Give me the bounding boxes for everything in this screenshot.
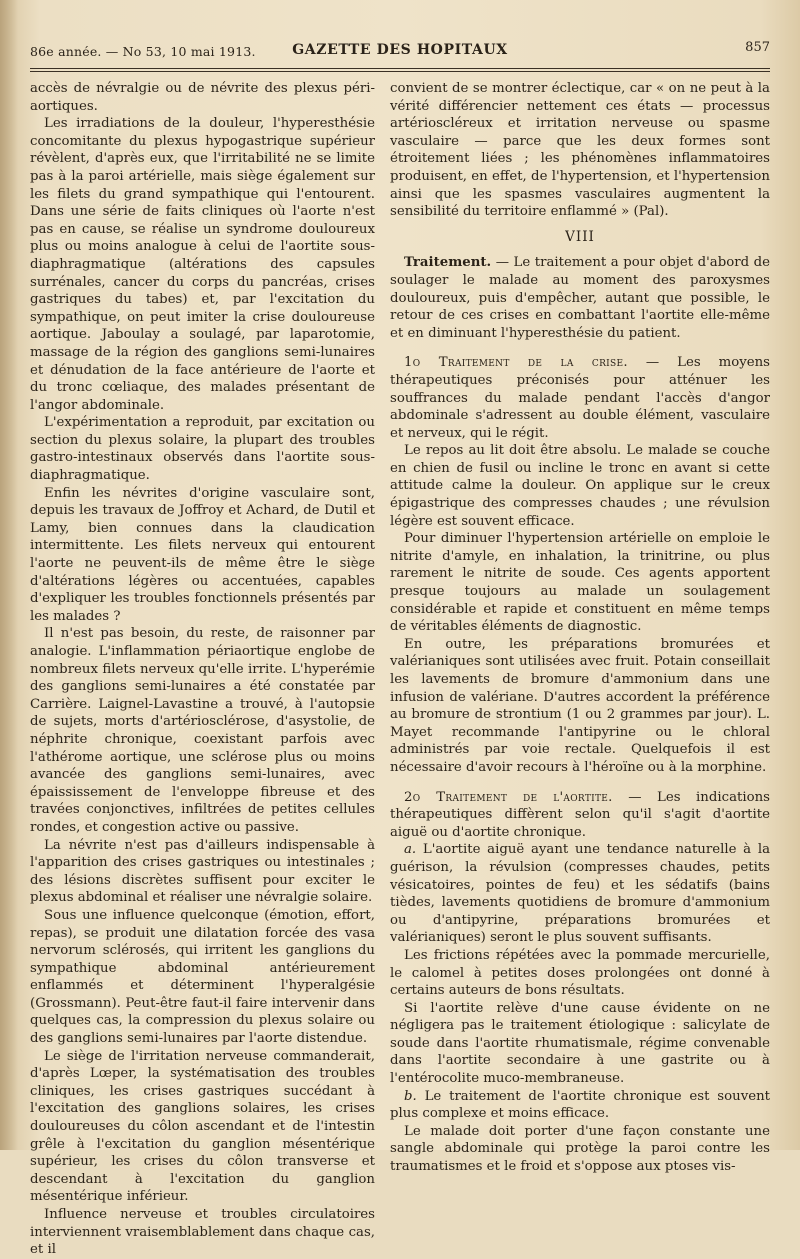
subsection-2: 2o Traitement de l'aortite. — Les indications thérapeutiques diffèrent selon qu'il s'agit d'aortite aiguë ou d'aortite chronique. (390, 789, 770, 840)
journal-title: GAZETTE DES HOPITAUX (292, 42, 508, 58)
left-column (30, 80, 375, 1259)
paragraph: La névrite n'est pas d'ailleurs indispensable à l'apparition des crises gastriques ou intestinales ; des lésions discrètes suffisent pour exciter le plexus abdominal et réaliser une névralgie solaire. (30, 837, 375, 906)
paragraph: Le malade doit porter d'une façon constante une sangle abdominale qui protège la paroi contre les traumatismes et le froid et s'oppose aux ptoses vis- (390, 1123, 770, 1175)
binding-shadow (0, 0, 18, 1150)
header-rule-top (30, 68, 770, 69)
item-label: b. (404, 1088, 417, 1104)
subsection-heading: 2o Traitement de l'aortite. (404, 789, 613, 805)
issue-info: 86e année. — No 53, 10 mai 1913. (30, 44, 256, 59)
paragraph: Les frictions répétées avec la pommade mercurielle, le calomel à petites doses prolongées ont donné à certains auteurs de bons résultats. (390, 947, 770, 999)
paragraph: Pour diminuer l'hypertension artérielle on emploie le nitrite d'amyle, en inhalation, la trinitrine, ou plus rarement le nitrite de soude. Ces agents apportent presque toujours au malade un soulagement considérable et rapide et constituent en même temps de véritables éléments de diagnostic. (390, 531, 770, 635)
paragraph: b. Le traitement de l'aortite chronique est souvent plus complexe et moins efficace. (390, 1088, 770, 1122)
paragraph: Le repos au lit doit être absolu. Le malade se couche en chien de fusil ou incline le tronc en avant si cette attitude calme la douleur. On applique sur le creux épigastrique des compresses chaudes ; une révulsion légère est souvent efficace. (390, 443, 770, 529)
paragraph: En outre, les préparations bromurées et valérianiques sont utilisées avec fruit. Potain conseillait les lavements de bromure d'ammonium dans une infusion de valériane. D'autres accordent la préférence au bromure de strontium (1 ou 2 grammes par jour). L. Mayet recommande l'antipyrine ou le chloral administrés par voie rectale. Quelquefois il est nécessaire d'avoir recours à l'héroïne ou à la morphine. (390, 636, 770, 775)
paragraph: Les irradiations de la douleur, l'hyperesthésie concomitante du plexus hypogastrique supérieur révèlent, d'après eux, que l'irritabilité ne se limite pas à la paroi artérielle, mais siège également sur les filets du grand sympathique qui l'entourent. Dans une série de faits cliniques où l'aorte n'est pas en cause, se réalise un syndrome douloureux plus ou moins analogue à celui de l'aortite sous-diaphragmatique (altérations des capsules surrénales, cancer du corps du pancréas, crises gastriques du tabes) et, par l'excitation du sympathique, on peut imiter la crise douloureuse aortique. Jaboulay a soulagé, par laparotomie, massage de la région des ganglions semi-lunaires et dénudation de la face antérieure de l'aorte et du tronc cœliaque, des malades présentant de l'angor abdominale. (30, 116, 375, 413)
paragraph: a. L'aortite aiguë ayant une tendance naturelle à la guérison, la révulsion (compresses chaudes, petits vésicatoires, pointes de feu) et les sédatifs (bains tièdes, lavements quotidiens de bromure d'ammonium ou d'antipyrine, préparations bromurées et valérianiques) seront le plus souvent suffisants. (390, 842, 770, 946)
paragraph: Sous une influence quelconque (émotion, effort, repas), se produit une dilatation forcée des vasa nervorum sclérosés, qui irritent les ganglions du sympathique abdominal antérieurement enflammés et déterminent l'hyperalgésie (Grossmann). Peut-être faut-il faire intervenir dans quelques cas, la compression du plexus solaire ou des ganglions semi-lunaires par l'aorte distendue. (30, 907, 375, 1047)
paragraph: Il n'est pas besoin, du reste, de raisonner par analogie. L'inflammation périaortique englobe de nombreux filets nerveux qu'elle irrite. L'hyperémie des ganglions semi-lunaires a été constatée par Carrière. Laignel-Lavastine a trouvé, à l'autopsie de sujets, morts d'artériosclérose, d'asystolie, de néphrite chronique, coexistant parfois avec l'athérome aortique, une sclérose plus ou moins avancée des ganglions semi-lunaires, avec épaississement de l'enveloppe fibreuse et des travées conjonctives, infiltrées de petites cellules rondes, et congestion active ou passive. (30, 626, 375, 835)
paragraph: convient de se montrer éclectique, car « on ne peut à la vérité différencier nettement ces états — processus artérioscléreux et irritation nerveuse ou spasme vasculaire — parce que les deux formes sont étroitement liées ; les phénomènes inflammatoires produisent, en effet, de l'hypertension, et l'hypertension ainsi que les spasmes vasculaires augmentent la sensibilité du territoire enflammé » (Pal). (390, 81, 770, 220)
paragraph: Influence nerveuse et troubles circulatoires interviennent vraisemblablement dans chaque cas, et il (30, 1207, 375, 1258)
section-number: VIII (565, 228, 595, 245)
traitement-paragraph: Traitement. — Le traitement a pour objet d'abord de soulager le malade au moment des paroxysmes douloureux, puis d'empêcher, autant que possible, le retour de ces crises en combattant l'aortite elle-même et en diminuant l'hyperesthésie du patient. (390, 255, 770, 341)
spacer (390, 342, 770, 354)
paragraph: L'expérimentation a reproduit, par excitation ou section du plexus solaire, la plupart des troubles gastro-intestinaux observés dans l'aortite sous-diaphragmatique. (30, 415, 375, 484)
paragraph: Enfin les névrites d'origine vasculaire sont, depuis les travaux de Joffroy et Achard, de Dutil et Lamy, bien connues dans la claudication intermittente. Les filets nerveux qui entourent l'aorte ne peuvent-ils de même être le siège d'altérations légères ou accentuées, capables d'expliquer les troubles fonctionnels présentés par les malades ? (30, 485, 375, 624)
subsection-heading: 1o Traitement de la crise. (404, 355, 628, 371)
paragraph: Le siège de l'irritation nerveuse commanderait, d'après Lœper, la systématisation des troubles cliniques, les crises gastriques succédant à l'excitation des ganglions solaires, les crises douloureuses du côlon ascendant et de l'intestin grêle à l'excitation du ganglion mésentérique supérieur, les crises du côlon transverse et descendant à l'excitation du ganglion mésentérique inférieur. (30, 1048, 375, 1205)
traitement-heading: Traitement. (404, 255, 492, 271)
item-label: a. (404, 842, 417, 858)
right-column (390, 80, 770, 1176)
spacer (390, 777, 770, 789)
page-header (30, 36, 770, 64)
subsection-1: 1o Traitement de la crise. — Les moyens thérapeutiques préconisés pour atténuer les souffrances du malade pendant l'accès d'angor abdominale s'adressent au double élément, vasculaire et nerveux, qui le régit. (390, 355, 770, 441)
header-rule-bottom (30, 71, 770, 72)
paragraph: accès de névralgie ou de névrite des plexus péri-aortiques. (30, 81, 375, 114)
paragraph: Si l'aortite relève d'une cause évidente on ne négligera pas le traitement étiologique : salicylate de soude dans l'aortite rhumatismale, régime convenable dans l'aortite secondaire à une gastrite ou à l'entérocolite muco-membraneuse. (390, 1000, 770, 1087)
page-number: 857 (745, 40, 770, 55)
